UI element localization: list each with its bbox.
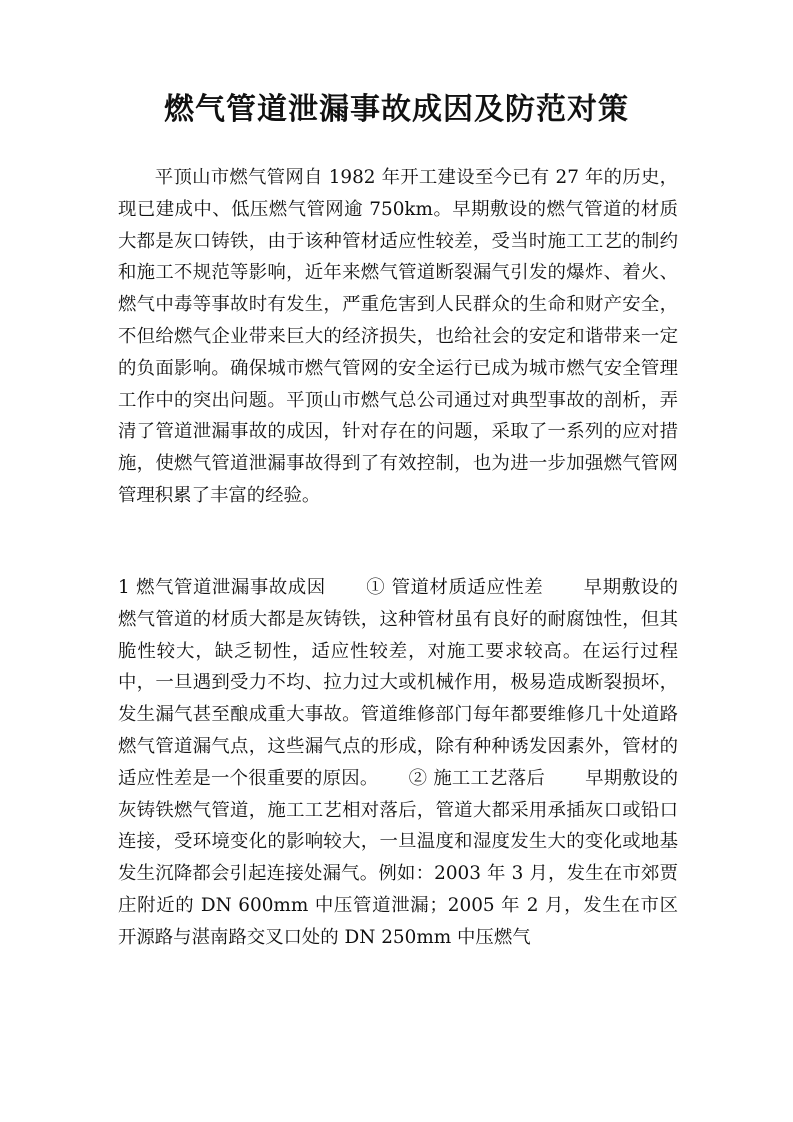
item2-text: 早期敷设的灰铸铁燃气管道，施工工艺相对落后，管道大都采用承插灰口或铅口连接，受环境变化的影响较大，一旦温度和湿度发生大的变化或地基发生沉降都会引起连接处漏气。例如：2003 年 3 月，发生在市郊贾庄附近的 DN 600mm 中压管道泄漏；2005 年 2 月，发生在市区开源路与湛南路交叉口处的 DN 250mm 中压燃气 xyxy=(118,767,678,948)
item2-heading: ② 施工工艺落后 xyxy=(408,767,545,789)
item1-heading: ① 管道材质适应性差 xyxy=(365,577,544,598)
document-title: 燃气管道泄漏事故成因及防范对策 xyxy=(164,92,629,127)
section-heading: 1 燃气管道泄漏事故成因 xyxy=(118,577,326,598)
item1-text: 早期敷设的燃气管道的材质大都是灰铸铁，这种管材虽有良好的耐腐蚀性，但其脆性较大，缺乏韧性，适应性较差，对施工要求较高。在运行过程中，一旦遇到受力不均、拉力过大或机械作用，极易造成断裂损坏，发生漏气甚至酿成重大事故。管道维修部门每年都要维修几十处道路燃气管道漏气点，这些漏气点的形成，除有种种诱发因素外，管材的适应性差是一个很重要的原因。 xyxy=(118,577,678,789)
section-paragraph xyxy=(118,572,678,954)
intro-paragraph: 平顶山市燃气管网自 1982 年开工建设至今已有 27 年的历史，现已建成中、低压燃气管网逾 750km。早期敷设的燃气管道的材质大都是灰口铸铁，由于该种管材适应性较差，受当时施工工艺的制约和施工不规范等影响，近年来燃气管道断裂漏气引发的爆炸、着火、燃气中毒等事故时有发生，严重危害到人民群众的生命和财产安全，不但给燃气企业带来巨大的经济损失，也给社会的安定和谐带来一定的负面影响。确保城市燃气管网的安全运行已成为城市燃气安全管理工作中的突出问题。平顶山市燃气总公司通过对典型事故的剖析，弄清了管道泄漏事故的成因，针对存在的问题，采取了一系列的应对措施，使燃气管道泄漏事故得到了有效控制，也为进一步加强燃气管网管理积累了丰富的经验。 xyxy=(118,167,678,506)
